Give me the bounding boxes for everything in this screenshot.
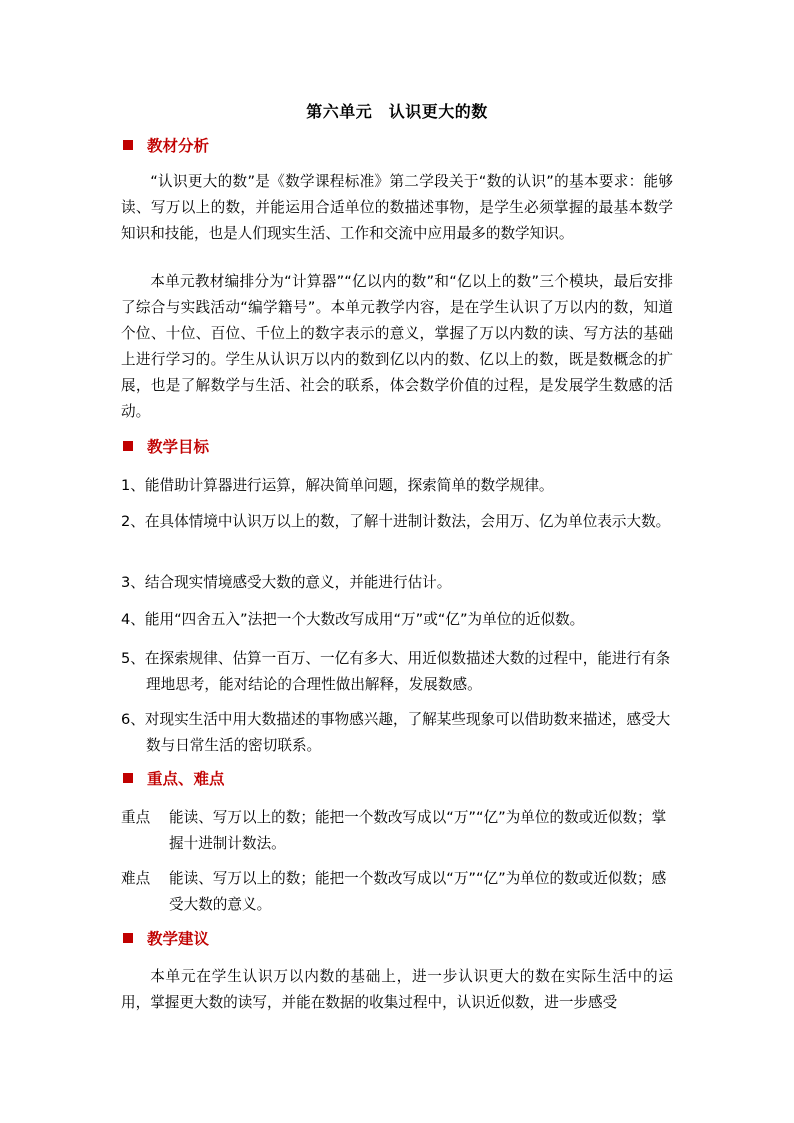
section-heading-text: 教学目标 bbox=[147, 438, 210, 456]
section-heading-teaching-goals bbox=[121, 434, 209, 458]
difficulty-row bbox=[121, 866, 673, 918]
goal-item: 5、在探索规律、估算一百万、一亿有多大、用近似数描述大数的过程中，能进行有条理地思考，能对结论的合理性做出解释，发展数感。 bbox=[121, 650, 671, 693]
square-bullet-icon bbox=[123, 441, 133, 451]
section-heading-text: 重点、难点 bbox=[147, 770, 225, 788]
key-point-label: 重点 bbox=[121, 809, 151, 826]
page-title: 第六单元 认识更大的数 bbox=[306, 102, 488, 121]
goal-item: 1、能借助计算器进行运算，解决简单问题，探索简单的数学规律。 bbox=[121, 477, 554, 494]
difficulty-label: 难点 bbox=[121, 870, 151, 887]
paragraph: 本单元教材编排分为“计算器”“亿以内的数”和“亿以上的数”三个模块，最后安排了综合与实践活动“编学籍号”。本单元教学内容，是在学生认识了万以内的数，知道个位、十位、百位、千位上的数字表示的意义，掌握了万以内数的读、写方法的基础上进行学习的。学生从认识万以内的数到亿以内的数、亿以上的数，既是数概念的扩展，也是了解数学与生活、社会的联系，体会数学价值的过程，是发展学生数感的活动。 bbox=[121, 273, 673, 420]
section-heading-text: 教学建议 bbox=[147, 930, 210, 948]
section-heading-key-points bbox=[121, 766, 225, 790]
goal-item: 2、在具体情境中认识万以上的数，了解十进制计数法，会用万、亿为单位表示大数。 bbox=[121, 513, 671, 530]
paragraph: “认识更大的数”是《数学课程标准》第二学段关于“数的认识”的基本要求：能够读、写万以上的数，并能运用合适单位的数描述事物，是学生必须掌握的最基本数学知识和技能，也是人们现实生活、工作和交流中应用最多的数学知识。 bbox=[121, 173, 673, 242]
goal-item: 6、对现实生活中用大数描述的事物感兴趣，了解某些现象可以借助数来描述，感受大数与日常生活的密切联系。 bbox=[121, 711, 671, 754]
square-bullet-icon bbox=[123, 773, 133, 783]
goal-item: 3、结合现实情境感受大数的意义，并能进行估计。 bbox=[121, 574, 452, 591]
key-point-text: 能读、写万以上的数；能把一个数改写成以“万”“亿”为单位的数或近似数；掌握十进制计数法。 bbox=[169, 809, 667, 852]
paragraph: 本单元在学生认识万以内数的基础上，进一步认识更大的数在实际生活中的运用，掌握更大数的读写，并能在数据的收集过程中，认识近似数，进一步感受 bbox=[121, 968, 673, 1011]
section-heading-material-analysis bbox=[121, 133, 209, 157]
section-heading-text: 教材分析 bbox=[147, 137, 210, 155]
square-bullet-icon bbox=[123, 933, 133, 943]
square-bullet-icon bbox=[123, 140, 133, 150]
goal-item: 4、能用“四舍五入”法把一个大数改写成用“万”或“亿”为单位的近似数。 bbox=[121, 611, 585, 628]
key-point-row bbox=[121, 805, 673, 857]
section-heading-teaching-suggestions bbox=[121, 926, 209, 950]
difficulty-text: 能读、写万以上的数；能把一个数改写成以“万”“亿”为单位的数或近似数；感受大数的意义。 bbox=[169, 870, 667, 913]
